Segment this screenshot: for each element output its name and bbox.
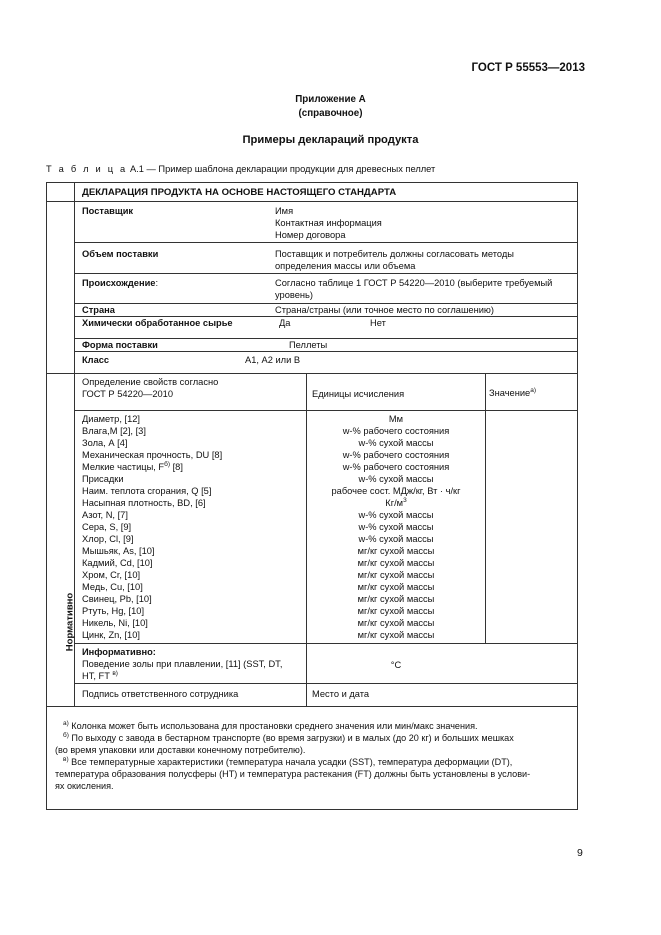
value-header [489,387,536,399]
rule [74,643,577,644]
appendix-title: Приложение А [295,94,366,105]
property-unit: w-% рабочего состояния [342,462,450,472]
appendix-subtitle: (справочное) [298,108,363,119]
supplier-value: Контактная информация [275,218,382,228]
rule [47,201,577,202]
footnote-text: По выходу с завода в бестарном транспорте (во время загрузки) и в малых (до 20 кг) и больших мешках [68,733,514,743]
footnote [55,720,571,732]
footnote-mark: а) [63,719,69,727]
appendix-heading: Примеры деклараций продукта [242,134,419,146]
origin-label: Происхождение [82,278,156,288]
property-name: Хлор, Cl, [9] [82,534,134,544]
rule [485,373,486,643]
property-unit: w-% сухой массы [358,534,434,544]
place-date-label: Место и дата [312,689,370,699]
signature-label: Подпись ответственного сотрудника [82,689,239,699]
country-label: Страна [82,305,115,315]
informative-unit: °C [390,660,402,670]
supplier-value: Имя [275,206,294,216]
units-header: Единицы исчисления [312,389,405,399]
class-value: А1, А2 или В [245,355,301,365]
informative-line: НТ, FT [82,671,110,681]
property-unit: Кг/м [385,498,404,508]
property-unit: w-% рабочего состояния [342,450,450,460]
informative-sup: в) [112,669,118,677]
country-value: Страна/страны (или точное место по соглашению) [275,305,494,315]
property-name: Свинец, Pb, [10] [82,594,152,604]
property-unit: w-% рабочего состояния [342,426,450,436]
property-unit: w-% сухой массы [358,510,434,520]
table-caption-text: А.1 — Пример шаблона декларации продукции для древесных пеллет [129,164,436,174]
chemically-treated-no: Нет [370,318,386,328]
delivery-volume-value: Поставщик и потребитель должны согласовать методы [275,249,514,259]
footnote-text: Все температурные характеристики (температура начала усадки (SST), температура деформации (DT), [68,757,513,767]
value-header-text: Значение [489,388,531,398]
declaration-title: ДЕКЛАРАЦИЯ ПРОДУКТА НА ОСНОВЕ НАСТОЯЩЕГО СТАНДАРТА [82,187,397,198]
rule [74,683,577,684]
property-unit: мг/кг сухой массы [357,546,435,556]
property-name: Цинк, Zn, [10] [82,630,140,640]
property-name: Сера, S, [9] [82,522,132,532]
footnote-text: Колонка может быть использована для простановки среднего значения или мин/макс значения. [68,721,478,731]
informative-line: Поведение золы при плавлении, [11] (SST, DT, [82,659,283,669]
units-list [307,413,485,641]
value-header-sup: а) [530,386,537,394]
delivery-volume-label: Объем поставки [82,249,159,259]
footnote-continuation: ях окисления. [55,781,114,791]
property-unit: мг/кг сухой массы [357,582,435,592]
property-name: Присадки [82,474,124,484]
normative-side-label: Нормативно [64,592,76,652]
property-unit-group [307,497,485,509]
informative-lines [82,658,282,682]
chemically-treated-label: Химически обработанное сырье [82,318,233,328]
rule [47,706,577,707]
footnote-mark: в) [63,755,69,763]
footnote-continuation: (во время упаковки или доставки конечному потребителю). [55,745,306,755]
origin-label-group [82,277,158,289]
property-name: Насыпная плотность, BD, [6] [82,498,206,508]
footnote [55,756,571,768]
footnote-mark: б) [63,731,69,739]
delivery-volume-values [275,248,514,272]
property-unit: w-% сухой массы [358,522,434,532]
footnote-continuation: температура образования полусферы (НТ) и температура растекания (FT) должны быть установлены в услови- [55,769,531,779]
rule [74,410,577,411]
properties-header [82,376,218,400]
properties-header-line: ГОСТ Р 54220—2010 [82,389,174,399]
rule [47,373,577,374]
property-unit: мг/кг сухой массы [357,606,435,616]
standard-code: ГОСТ Р 55553—2013 [471,62,585,74]
property-name: Диаметр, [12] [82,414,141,424]
property-name: Влага,М [2], [3] [82,426,146,436]
page-number: 9 [577,847,583,859]
origin-value: Согласно таблице 1 ГОСТ Р 54220—2010 (выберите требуемый [275,278,553,288]
property-name: Кадмий, Cd, [10] [82,558,153,568]
rule [74,273,577,274]
delivery-form-value: Пеллеты [289,340,328,350]
property-name: Механическая прочность, DU [8] [82,450,223,460]
declaration-table [46,182,578,810]
properties-list [82,413,222,641]
supplier-values [275,205,382,241]
property-name: Наим. теплота сгорания, Q [5] [82,486,212,496]
informative-label: Информативно: [82,647,156,657]
origin-label-suffix: : [155,278,159,288]
property-name-tail: [8] [170,462,183,472]
property-name: Мелкие частицы, F [82,462,165,472]
rule [74,351,577,352]
property-name: Зола, А [4] [82,438,128,448]
class-label: Класс [82,355,110,365]
rule [74,242,577,243]
property-unit-sup: 3 [403,496,407,504]
footnote [55,732,571,744]
property-name: Никель, Ni, [10] [82,618,148,628]
table-caption [46,164,435,174]
supplier-label: Поставщик [82,206,134,216]
delivery-volume-value: определения массы или объема [275,261,416,271]
property-unit: Мм [388,414,404,424]
property-name: Хром, Cr, [10] [82,570,141,580]
properties-header-line: Определение свойств согласно [82,377,219,387]
property-unit: w-% сухой массы [358,474,434,484]
origin-values [275,277,552,301]
property-name-sup: б) [164,460,171,468]
property-unit: w-% сухой массы [358,438,434,448]
property-unit: мг/кг сухой массы [357,594,435,604]
chemically-treated-yes: Да [279,318,291,328]
property-unit: мг/кг сухой массы [357,618,435,628]
footnotes [55,720,571,792]
property-name: Мышьяк, As, [10] [82,546,155,556]
property-unit: мг/кг сухой массы [357,558,435,568]
property-unit: мг/кг сухой массы [357,570,435,580]
table-caption-label: Т а б л и ц а [46,164,128,174]
delivery-form-label: Форма поставки [82,340,158,350]
property-name: Медь, Cu, [10] [82,582,143,592]
property-name-group [82,461,222,473]
property-unit: мг/кг сухой массы [357,630,435,640]
property-unit: рабочее сост. МДж/кг, Вт · ч/кг [331,486,461,496]
informative-line-group [82,670,282,682]
origin-value: уровень) [275,290,313,300]
property-name: Ртуть, Hg, [10] [82,606,145,616]
property-name: Азот, N, [7] [82,510,128,520]
supplier-value: Номер договора [275,230,346,240]
